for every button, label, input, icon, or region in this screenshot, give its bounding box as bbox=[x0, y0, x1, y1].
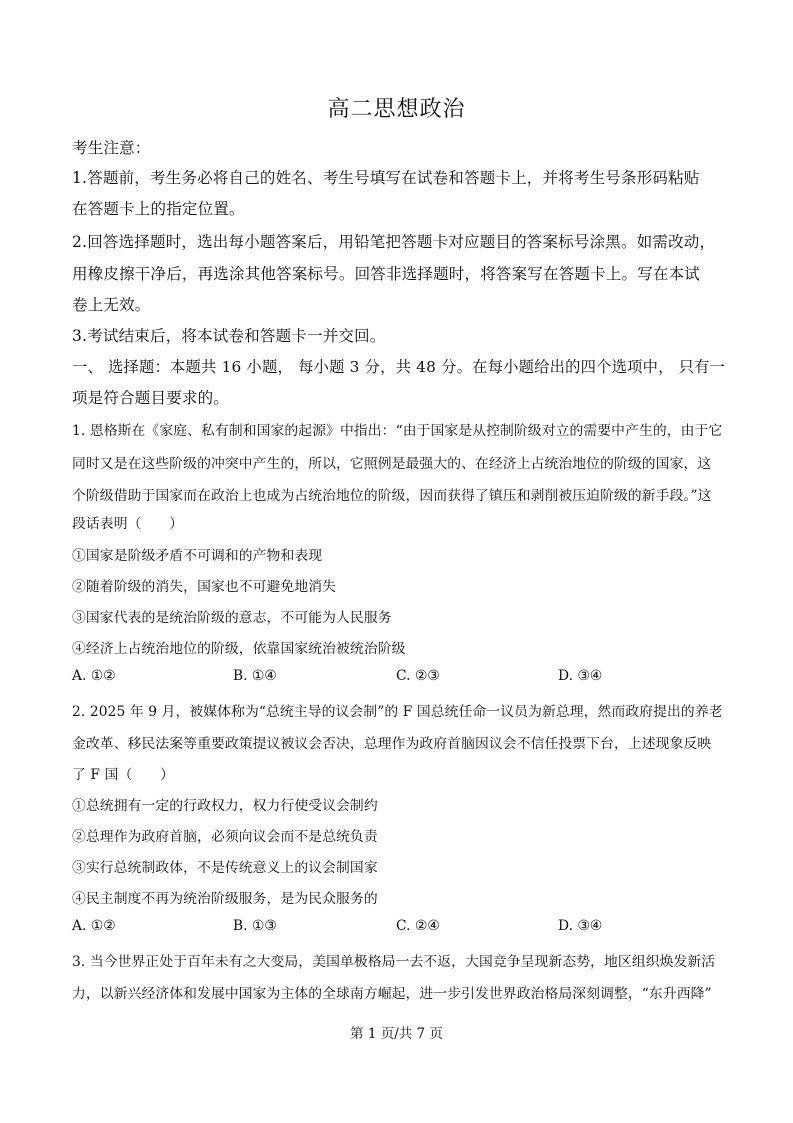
question-1-statement: ①国家是阶级矛盾不可调和的产物和表现 bbox=[72, 548, 323, 564]
question-1-stem: 同时又是在这些阶级的冲突中产生的，所以，它照例是最强大的、在经济上占统治地位的阶级的国家，这 bbox=[72, 456, 712, 472]
question-1-statement: ②随着阶级的消失，国家也不可避免地消失 bbox=[72, 579, 337, 595]
notice-line: 用橡皮擦干净后，再选涂其他答案标号。回答非选择题时，将答案写在答题卡上。写在本试 bbox=[72, 265, 701, 283]
question-2-statement: ②总理作为政府首脑，必须向议会而不是总统负责 bbox=[72, 829, 378, 845]
section-heading: 一、 选择题：本题共 16 小题， 每小题 3 分，共 48 分。在每小题给出的四个选项中， 只有一 bbox=[72, 358, 726, 376]
notice-line: 卷上无效。 bbox=[72, 296, 151, 314]
notice-line: 3.考试结束后，将本试卷和答题卡一并交回。 bbox=[72, 327, 386, 345]
section-heading: 项是符合题目要求的。 bbox=[72, 389, 230, 407]
question-1-statement: ③国家代表的是统治阶级的意志，不可能为人民服务 bbox=[72, 610, 392, 626]
question-2-option-a: A. ①② bbox=[72, 918, 116, 934]
question-3-stem: 力，以新兴经济体和发展中国家为主体的全球南方崛起，进一步引发世界政治格局深刻调整，“东升西降” bbox=[72, 986, 712, 1002]
question-2-option-c: C. ②④ bbox=[396, 918, 440, 934]
question-1-option-c: C. ②③ bbox=[396, 668, 440, 684]
question-1-option-a: A. ①② bbox=[72, 668, 116, 684]
notice-line: 在答题卡上的指定位置。 bbox=[72, 200, 245, 218]
page-title: 高二思想政治 bbox=[327, 97, 466, 122]
question-1-stem: 段话表明（ ） bbox=[72, 516, 184, 532]
question-2-statement: ④民主制度不再为统治阶级服务，是为民众服务的 bbox=[72, 891, 378, 907]
question-2-option-b: B. ①③ bbox=[233, 918, 277, 934]
notice-line: 2.回答选择题时，选出每小题答案后，用铅笔把答题卡对应题目的答案标号涂黑。如需改动， bbox=[72, 233, 716, 251]
question-1-stem: 1. 恩格斯在《家庭、私有制和国家的起源》中指出：“由于国家是从控制阶级对立的需要中产生的，由于它 bbox=[72, 423, 723, 439]
question-1-option-d: D. ③④ bbox=[558, 668, 603, 684]
question-2-stem: 了 F 国（ ） bbox=[72, 767, 175, 783]
question-1-option-b: B. ①④ bbox=[233, 668, 277, 684]
question-2-statement: ③实行总统制政体，不是传统意义上的议会制国家 bbox=[72, 860, 378, 876]
question-1-statement: ④经济上占统治地位的阶级，依靠国家统治被统治阶级 bbox=[72, 641, 406, 657]
question-2-stem: 2. 2025 年 9 月，被媒体称为“总统主导的议会制”的 F 国总统任命一议员为新总理，然而政府提出的养老 bbox=[72, 704, 723, 720]
notice-heading: 考生注意： bbox=[72, 139, 151, 157]
page-footer: 第 1 页/共 7 页 bbox=[350, 1026, 443, 1042]
question-3-stem: 3. 当今世界正处于百年未有之大变局，美国单极格局一去不返，大国竞争呈现新态势，地区组织焕发新活 bbox=[72, 954, 716, 970]
question-2-statement: ①总统拥有一定的行政权力，权力行使受议会制约 bbox=[72, 798, 378, 814]
question-2-stem: 金改革、移民法案等重要政策提议被议会否决，总理作为政府首脑因议会不信任投票下台，上述现象反映 bbox=[72, 736, 712, 752]
notice-line: 1.答题前，考生务必将自己的姓名、考生号填写在试卷和答题卡上，并将考生号条形码粘贴 bbox=[72, 169, 700, 187]
question-2-option-d: D. ③④ bbox=[558, 918, 603, 934]
question-1-stem: 个阶级借助于国家而在政治上也成为占统治地位的阶级，因而获得了镇压和剥削被压迫阶级的新手段。”这 bbox=[72, 488, 712, 504]
